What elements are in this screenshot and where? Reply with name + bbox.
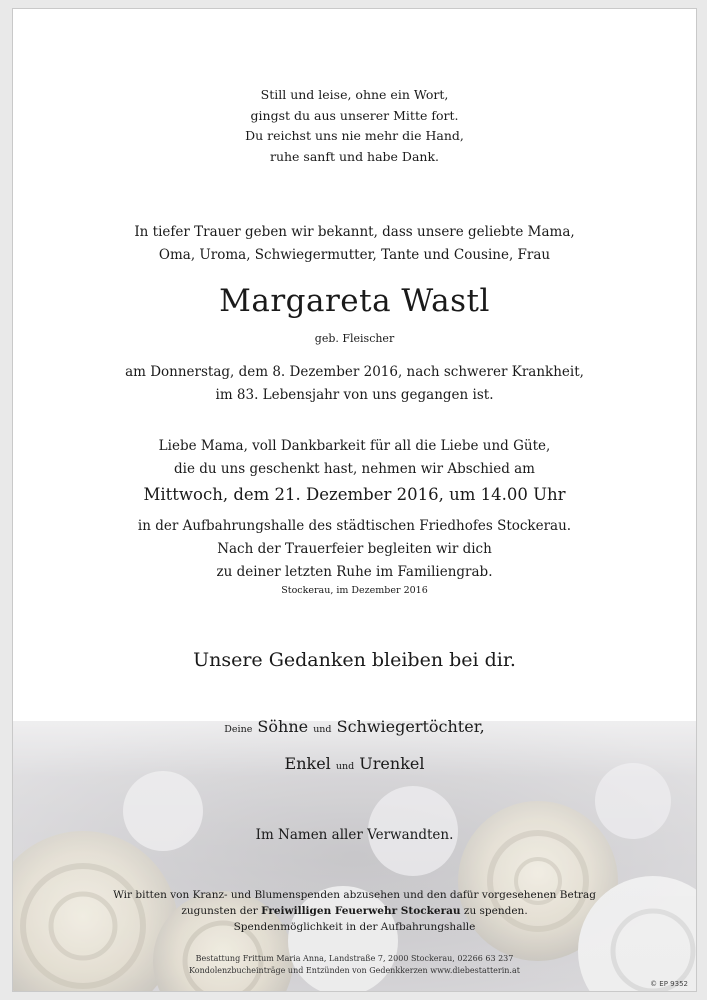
donation-post: zu spenden.	[463, 905, 528, 917]
announcement-line: In tiefer Trauer geben wir bekannt, dass unsere geliebte Mama,	[134, 224, 575, 240]
announcement-line: Oma, Uroma, Schwiegermutter, Tante und Cousine, Frau	[158, 247, 551, 263]
location-line: zu deiner letzten Ruhe im Familiengrab.	[216, 564, 493, 580]
family-sons: Söhne	[257, 717, 309, 736]
undertaker-info	[13, 953, 696, 977]
deceased-name: Margareta Wastl	[219, 283, 490, 319]
announcement	[13, 221, 696, 267]
family-line-1	[13, 717, 696, 736]
poem-line: ruhe sanft und habe Dank.	[269, 148, 439, 164]
donation-request	[13, 887, 696, 935]
ceremony-date: Mittwoch, dem 21. Dezember 2016, um 14.00 Uhr	[143, 485, 566, 504]
family-and: und	[335, 761, 355, 772]
farewell-text	[13, 435, 696, 481]
donation-line: Spendenmöglichkeit in der Aufbahrungshalle	[233, 921, 476, 933]
donation-line: Wir bitten von Kranz- und Blumenspenden abzusehen und den dafür vorgesehenen Betrag	[113, 889, 596, 901]
location-line: Nach der Trauerfeier begleiten wir dich	[217, 541, 492, 557]
farewell-line: die du uns geschenkt hast, nehmen wir Abschied am	[174, 461, 535, 477]
undertaker-line: Bestattung Frittum Maria Anna, Landstraße 7, 2000 Stockerau, 02266 63 237	[195, 954, 514, 963]
family-prefix: Deine	[224, 724, 253, 735]
family-line-2	[13, 754, 696, 773]
donation-line	[13, 903, 696, 919]
poem-line: gingst du aus unserer Mitte fort.	[250, 107, 459, 123]
death-info-line: im 83. Lebensjahr von uns gegangen ist.	[215, 387, 494, 403]
floral-background-image	[13, 661, 696, 991]
relatives-line: Im Namen aller Verwandten.	[255, 827, 454, 843]
poem-line: Still und leise, ohne ein Wort,	[260, 87, 449, 102]
donation-recipient: Freiwilligen Feuerwehr Stockerau	[261, 905, 461, 917]
family-daughters-in-law: Schwiegertöchter,	[336, 717, 485, 736]
death-info-line: am Donnerstag, dem 8. Dezember 2016, nach schwerer Krankheit,	[125, 364, 584, 380]
location-line: in der Aufbahrungshalle des städtischen Friedhofes Stockerau.	[137, 518, 572, 534]
family-great-grandchildren: Urenkel	[359, 754, 425, 773]
family-grandchildren: Enkel	[284, 754, 331, 773]
motto: Unsere Gedanken bleiben bei dir.	[193, 649, 516, 671]
poem-line: Du reichst uns nie mehr die Hand,	[245, 128, 464, 143]
poem	[13, 85, 696, 167]
ceremony-location	[13, 515, 696, 584]
print-code: © EP 9352	[650, 980, 688, 988]
donation-pre: zugunsten der	[181, 905, 258, 917]
maiden-name: geb. Fleischer	[314, 332, 395, 345]
death-info	[13, 361, 696, 407]
undertaker-line: Kondolenzbucheinträge und Entzünden von Gedenkkerzen www.diebestatterin.at	[189, 966, 520, 975]
death-notice-card	[12, 8, 697, 992]
dateline: Stockerau, im Dezember 2016	[281, 585, 428, 596]
family-and: und	[313, 724, 332, 735]
farewell-line: Liebe Mama, voll Dankbarkeit für all die Liebe und Güte,	[158, 438, 551, 454]
